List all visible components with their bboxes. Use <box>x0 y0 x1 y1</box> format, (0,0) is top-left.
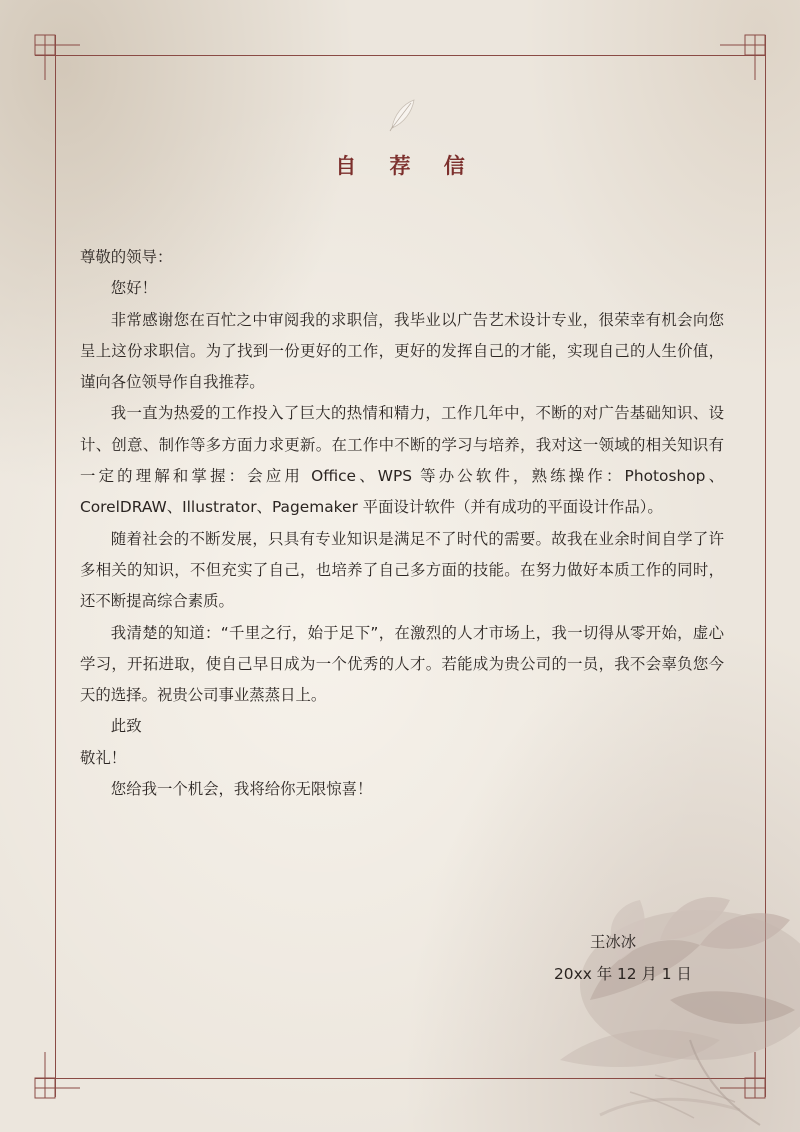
corner-ornament-top-right <box>720 35 765 80</box>
closing-line-2: 敬礼！ <box>80 748 127 767</box>
body-paragraph-2: 我一直为热爱的工作投入了巨大的热情和精力，工作几年中，不断的对广告基础知识、设计、创意、制作等多方面力求更新。在工作中不断的学习与培养，我对这一领域的相关知识有一定的理解和掌握：会应用 Office、WPS 等办公软件，熟练操作：Photoshop、CorelDRAW、Illustrator、Pagemaker 平面设计软件（并有成功的平面设计作品）。 <box>80 404 724 517</box>
signature-date: 20xx 年 12 月 1 日 <box>554 965 692 983</box>
letter-body <box>80 242 724 805</box>
postscript: 您给我一个机会，我将给你无限惊喜！ <box>110 780 373 799</box>
body-paragraph-3: 随着社会的不断发展，只具有专业知识是满足不了时代的需要。故我在业余时间自学了许多相关的知识，不但充实了自己，也培养了自己多方面的技能。在努力做好本质工作的同时，还不断提高综合素质。 <box>80 529 724 611</box>
corner-ornament-top-left <box>35 35 80 80</box>
feather-icon <box>390 100 414 131</box>
signature-name: 王冰冰 <box>590 933 637 951</box>
corner-ornament-bottom-left <box>35 1052 80 1098</box>
letter-title: 自 荐 信 <box>335 154 478 178</box>
body-paragraph-4: 我清楚的知道：“千里之行，始于足下”，在激烈的人才市场上，我一切得从零开始，虚心学习，开拓进取，使自己早日成为一个优秀的人才。若能成为贵公司的一员，我不会辜负您今天的选择。祝贵公司事业蒸蒸日上。 <box>80 623 724 705</box>
corner-ornament-bottom-right <box>720 1052 765 1098</box>
closing-line-1: 此致 <box>110 717 142 736</box>
greeting: 您好！ <box>110 279 157 298</box>
salutation: 尊敬的领导： <box>80 248 173 266</box>
body-paragraph-1: 非常感谢您在百忙之中审阅我的求职信，我毕业以广告艺术设计专业，很荣幸有机会向您呈上这份求职信。为了找到一份更好的工作，更好的发挥自己的才能，实现自己的人生价值，谨向各位领导作自我推荐。 <box>80 310 724 392</box>
